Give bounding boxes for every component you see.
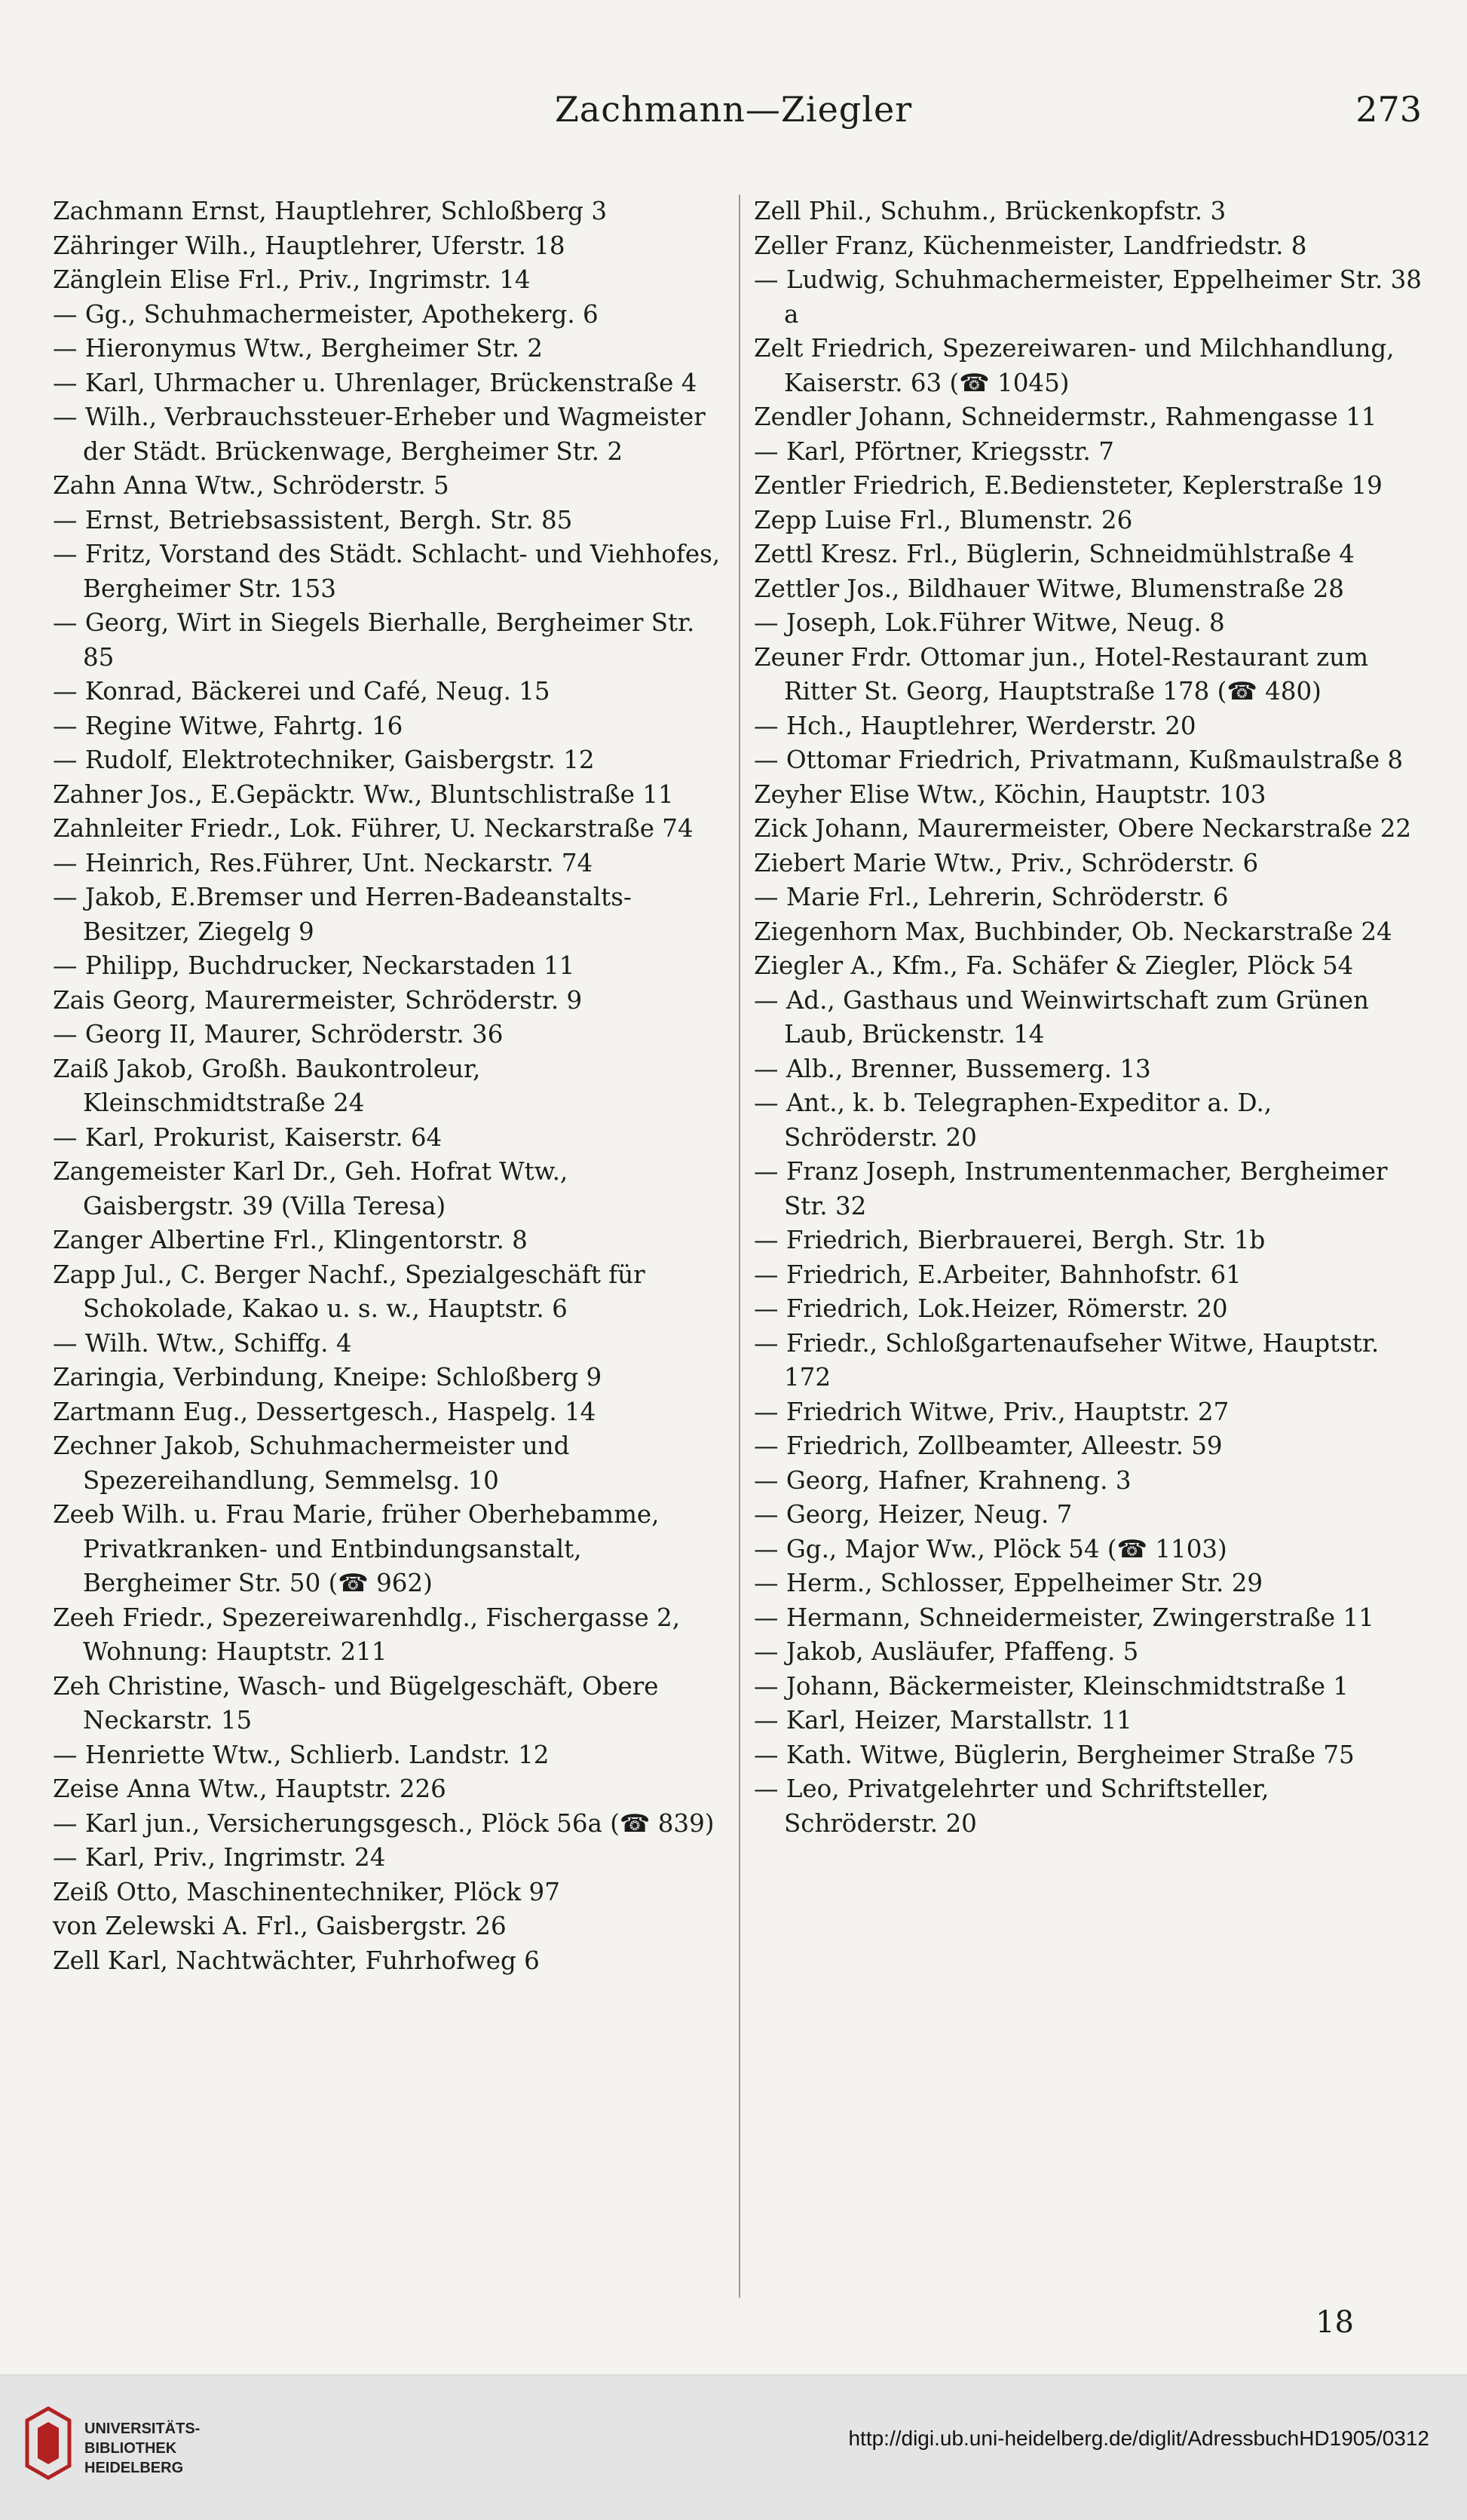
directory-entry: — Karl jun., Versicherungsgesch., Plöck 56a (☎ 839): [53, 1808, 715, 1838]
directory-entry: — Jakob, E.Bremser und Herren-Badeanstalts-Besitzer, Ziegelg 9: [53, 883, 632, 946]
directory-entry: — Alb., Brenner, Bussemerg. 13: [754, 1054, 1151, 1083]
directory-entry: Ziebert Marie Wtw., Priv., Schröderstr. 6: [754, 848, 1259, 877]
signature-mark: 18: [1315, 2305, 1354, 2340]
directory-columns: [53, 194, 1422, 2298]
directory-entry: — Karl, Pförtner, Kriegsstr. 7: [754, 436, 1114, 466]
directory-entry: — Heinrich, Res.Führer, Unt. Neckarstr. 74: [53, 848, 593, 877]
directory-entry: — Hermann, Schneidermeister, Zwingerstraße 11: [754, 1603, 1374, 1632]
directory-entry: Zähringer Wilh., Hauptlehrer, Uferstr. 18: [53, 231, 565, 260]
directory-entry: — Jakob, Ausläufer, Pfaffeng. 5: [754, 1637, 1139, 1666]
directory-entry: Zachmann Ernst, Hauptlehrer, Schloßberg 3: [53, 197, 607, 225]
directory-entry: — Ernst, Betriebsassistent, Bergh. Str. 85: [53, 505, 573, 534]
right-column: [754, 194, 1425, 2298]
directory-entry: — Johann, Bäckermeister, Kleinschmidtstraße 1: [754, 1671, 1349, 1701]
directory-entry: Zeeh Friedr., Spezereiwarenhdlg., Fischergasse 2, Wohnung: Hauptstr. 211: [53, 1603, 681, 1666]
directory-entry: — Friedr., Schloßgartenaufseher Witwe, Hauptstr. 172: [754, 1328, 1380, 1392]
directory-entry: — Marie Frl., Lehrerin, Schröderstr. 6: [754, 883, 1229, 911]
source-url-link[interactable]: http://digi.ub.uni-heidelberg.de/diglit/AdressbuchHD1905/0312: [848, 2427, 1429, 2450]
directory-entry: — Herm., Schlosser, Eppelheimer Str. 29: [754, 1569, 1263, 1597]
directory-entry: — Friedrich Witwe, Priv., Hauptstr. 27: [754, 1397, 1230, 1426]
directory-entry: — Henriette Wtw., Schlierb. Landstr. 12: [53, 1740, 550, 1769]
directory-entry: — Ant., k. b. Telegraphen-Expeditor a. D., Schröderstr. 20: [754, 1089, 1273, 1152]
directory-entry: — Ludwig, Schuhmachermeister, Eppelheimer Str. 38 a: [754, 265, 1422, 329]
directory-entry: Zeeb Wilh. u. Frau Marie, früher Oberhebamme, Privatkranken- und Entbindungsanstalt, Bergheimer Str. 50 (☎ 962): [53, 1500, 660, 1597]
directory-entry: — Hieronymus Wtw., Bergheimer Str. 2: [53, 334, 543, 363]
directory-entry: — Ad., Gasthaus und Weinwirtschaft zum Grünen Laub, Brückenstr. 14: [754, 985, 1369, 1049]
directory-entry: — Friedrich, Bierbrauerei, Bergh. Str. 1b: [754, 1226, 1266, 1254]
directory-entry: Ziegenhorn Max, Buchbinder, Ob. Neckarstraße 24: [754, 917, 1392, 946]
directory-entry: — Gg., Schuhmachermeister, Apothekerg. 6: [53, 299, 599, 329]
directory-entry: — Friedrich, Lok.Heizer, Römerstr. 20: [754, 1294, 1228, 1323]
directory-entry: Zettl Kresz. Frl., Büglerin, Schneidmühlstraße 4: [754, 540, 1355, 568]
directory-entry: — Wilh. Wtw., Schiffg. 4: [53, 1328, 352, 1358]
directory-entry: Zettler Jos., Bildhauer Witwe, Blumenstraße 28: [754, 574, 1344, 603]
directory-entry: Zeyher Elise Wtw., Köchin, Hauptstr. 103: [754, 779, 1266, 809]
directory-entry: Zeh Christine, Wasch- und Bügelgeschäft, Obere Neckarstr. 15: [53, 1671, 659, 1735]
directory-entry: Zick Johann, Maurermeister, Obere Neckarstraße 22: [754, 814, 1412, 843]
directory-entry: Zapp Jul., C. Berger Nachf., Spezialgeschäft für Schokolade, Kakao u. s. w., Hauptstr. 6: [53, 1260, 645, 1323]
directory-entry: — Friedrich, E.Arbeiter, Bahnhofstr. 61: [754, 1260, 1242, 1289]
directory-entry: — Konrad, Bäckerei und Café, Neug. 15: [53, 677, 550, 706]
directory-entry: — Fritz, Vorstand des Städt. Schlacht- und Viehhofes, Bergheimer Str. 153: [53, 540, 721, 603]
directory-entry: Zentler Friedrich, E.Bediensteter, Keplerstraße 19: [754, 471, 1383, 500]
directory-entry: — Gg., Major Ww., Plöck 54 (☎ 1103): [754, 1534, 1227, 1563]
directory-entry: Zeiß Otto, Maschinentechniker, Plöck 97: [53, 1877, 560, 1906]
directory-entry: — Karl, Prokurist, Kaiserstr. 64: [53, 1122, 443, 1152]
library-logo-text: UNIVERSITÄTS- BIBLIOTHEK HEIDELBERG: [84, 2420, 201, 2476]
directory-entry: — Regine Witwe, Fahrtg. 16: [53, 711, 403, 740]
running-title: Zachmann—Ziegler: [554, 89, 913, 130]
directory-entry: Zelt Friedrich, Spezereiwaren- und Milchhandlung, Kaiserstr. 63 (☎ 1045): [754, 334, 1395, 397]
page-number: 273: [1355, 89, 1422, 130]
directory-entry: — Hch., Hauptlehrer, Werderstr. 20: [754, 711, 1196, 740]
directory-entry: — Philipp, Buchdrucker, Neckarstaden 11: [53, 951, 575, 980]
directory-entry: Zell Karl, Nachtwächter, Fuhrhofweg 6: [53, 1946, 540, 1975]
directory-entry: Zaringia, Verbindung, Kneipe: Schloßberg 9: [53, 1363, 602, 1392]
directory-entry: — Georg, Hafner, Krahneng. 3: [754, 1465, 1132, 1495]
directory-entry: — Georg, Heizer, Neug. 7: [754, 1500, 1073, 1529]
directory-entry: Zahn Anna Wtw., Schröderstr. 5: [53, 471, 449, 500]
directory-entry: — Franz Joseph, Instrumentenmacher, Bergheimer Str. 32: [754, 1157, 1388, 1220]
directory-entry: Zartmann Eug., Dessertgesch., Haspelg. 14: [53, 1397, 596, 1426]
directory-entry: Zeller Franz, Küchenmeister, Landfriedstr. 8: [754, 231, 1307, 260]
directory-entry: Zahnleiter Friedr., Lok. Führer, U. Neckarstraße 74: [53, 814, 694, 843]
page-header: [45, 89, 1422, 157]
directory-entry: Zangemeister Karl Dr., Geh. Hofrat Wtw., Gaisbergstr. 39 (Villa Teresa): [53, 1157, 568, 1220]
directory-entry: Zänglein Elise Frl., Priv., Ingrimstr. 14: [53, 265, 531, 294]
directory-entry: — Karl, Heizer, Marstallstr. 11: [754, 1706, 1132, 1735]
directory-entry: — Rudolf, Elektrotechniker, Gaisbergstr. 12: [53, 746, 595, 774]
university-library-logo: [23, 2405, 74, 2481]
directory-entry: Zendler Johann, Schneidermstr., Rahmengasse 11: [754, 403, 1377, 431]
directory-entry: von Zelewski A. Frl., Gaisbergstr. 26: [53, 1912, 507, 1940]
directory-entry: — Georg, Wirt in Siegels Bierhalle, Bergheimer Str. 85: [53, 608, 695, 672]
directory-entry: — Ottomar Friedrich, Privatmann, Kußmaulstraße 8: [754, 746, 1404, 774]
footer-bar: [0, 2375, 1467, 2520]
directory-entry: — Friedrich, Zollbeamter, Alleestr. 59: [754, 1431, 1223, 1460]
directory-entry: — Joseph, Lok.Führer Witwe, Neug. 8: [754, 608, 1225, 637]
directory-entry: — Karl, Uhrmacher u. Uhrenlager, Brückenstraße 4: [53, 368, 697, 397]
directory-entry: Zeuner Frdr. Ottomar jun., Hotel-Restaurant zum Ritter St. Georg, Hauptstraße 178 (☎ 480): [754, 642, 1369, 706]
directory-entry: — Wilh., Verbrauchssteuer-Erheber und Wagmeister der Städt. Brückenwage, Bergheimer Str. 2: [53, 403, 706, 466]
directory-entry: Ziegler A., Kfm., Fa. Schäfer & Ziegler, Plöck 54: [754, 951, 1354, 980]
directory-entry: Zaiß Jakob, Großh. Baukontroleur, Kleinschmidtstraße 24: [53, 1054, 481, 1117]
directory-entry: — Leo, Privatgelehrter und Schriftsteller, Schröderstr. 20: [754, 1774, 1269, 1838]
directory-entry: — Karl, Priv., Ingrimstr. 24: [53, 1843, 386, 1872]
directory-entry: Zepp Luise Frl., Blumenstr. 26: [754, 505, 1133, 534]
directory-entry: — Kath. Witwe, Büglerin, Bergheimer Straße 75: [754, 1740, 1355, 1769]
directory-entry: — Georg II, Maurer, Schröderstr. 36: [53, 1020, 504, 1049]
left-column: [53, 194, 724, 2298]
directory-entry: Zanger Albertine Frl., Klingentorstr. 8: [53, 1226, 528, 1254]
directory-entry: Zahner Jos., E.Gepäcktr. Ww., Bluntschlistraße 11: [53, 779, 674, 809]
column-divider: [739, 194, 740, 2298]
directory-entry: Zell Phil., Schuhm., Brückenkopfstr. 3: [754, 197, 1227, 225]
directory-entry: Zais Georg, Maurermeister, Schröderstr. 9: [53, 985, 583, 1015]
directory-entry: Zeise Anna Wtw., Hauptstr. 226: [53, 1774, 446, 1803]
directory-entry: Zechner Jakob, Schuhmachermeister und Spezereihandlung, Semmelsg. 10: [53, 1431, 570, 1495]
